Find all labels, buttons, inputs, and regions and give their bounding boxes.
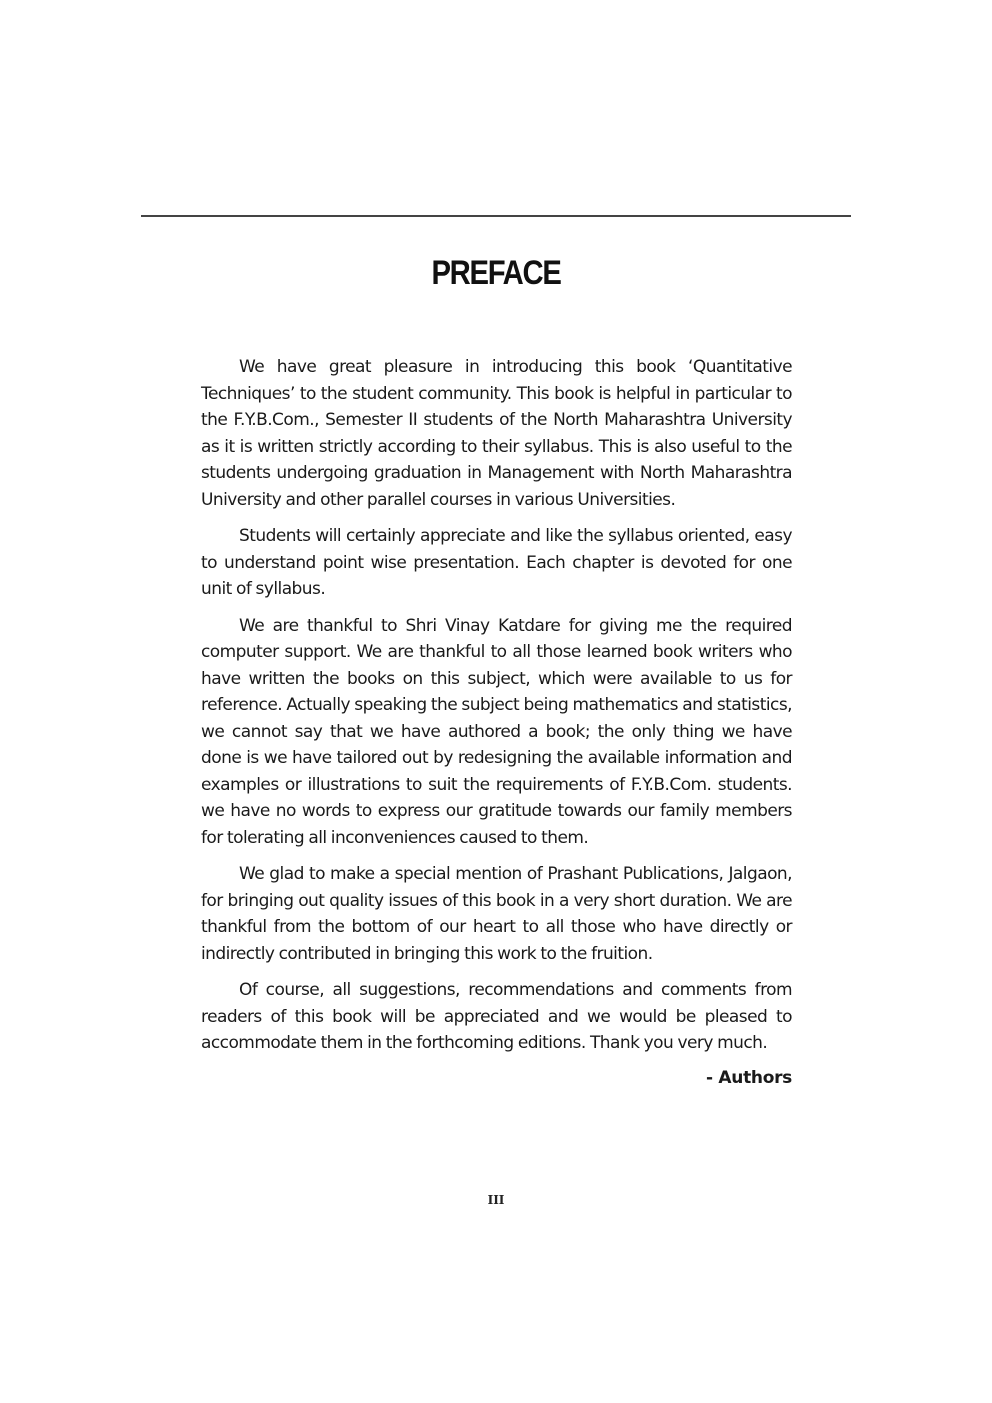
- paragraph-introduction: We have great pleasure in introducing this book ‘Quantitative Techniques’ to the student community. This book is helpful in particular to the F.Y.B.Com., Semester II students of the North Maharashtra University as it is written strictly according to their syllabus. This is also useful to the students undergoing graduation in Management with North Maharashtra University and other parallel courses in various Universities.: [201, 357, 792, 510]
- paragraph-acknowledgements: We are thankful to Shri Vinay Katdare for giving me the required computer support. We are thankful to all those learned book writers who have written the books on this subject, which were available to us for reference. Actually speaking the subject being mathematics and statistics, we cannot say that we have authored a book; the only thing we have done is we have tailored out by redesigning the available information and examples or illustrations to suit the requirements of F.Y.B.Com. students. we have no words to express our gratitude towards our family members for tolerating all inconveniences caused to them.: [201, 615, 792, 848]
- page-number: III: [487, 1193, 505, 1207]
- preface-body: [201, 354, 792, 1091]
- paragraph-appreciation: Students will certainly appreciate and like the syllabus oriented, easy to understand point wise presentation. Each chapter is devoted for one unit of syllabus.: [201, 526, 792, 599]
- page-title: PREFACE: [431, 254, 561, 292]
- paragraph-publisher-thanks: We glad to make a special mention of Prashant Publications, Jalgaon, for bringing out quality issues of this book in a very short duration. We are thankful from the bottom of our heart to all those who have directly or indirectly contributed in bringing this work to the fruition.: [201, 864, 792, 964]
- paragraph-suggestions: Of course, all suggestions, recommendations and comments from readers of this book will be appreciated and we would be pleased to accommodate them in the forthcoming editions. Thank you very much.: [201, 980, 792, 1053]
- signature: - Authors: [706, 1067, 792, 1088]
- top-rule: [141, 215, 851, 217]
